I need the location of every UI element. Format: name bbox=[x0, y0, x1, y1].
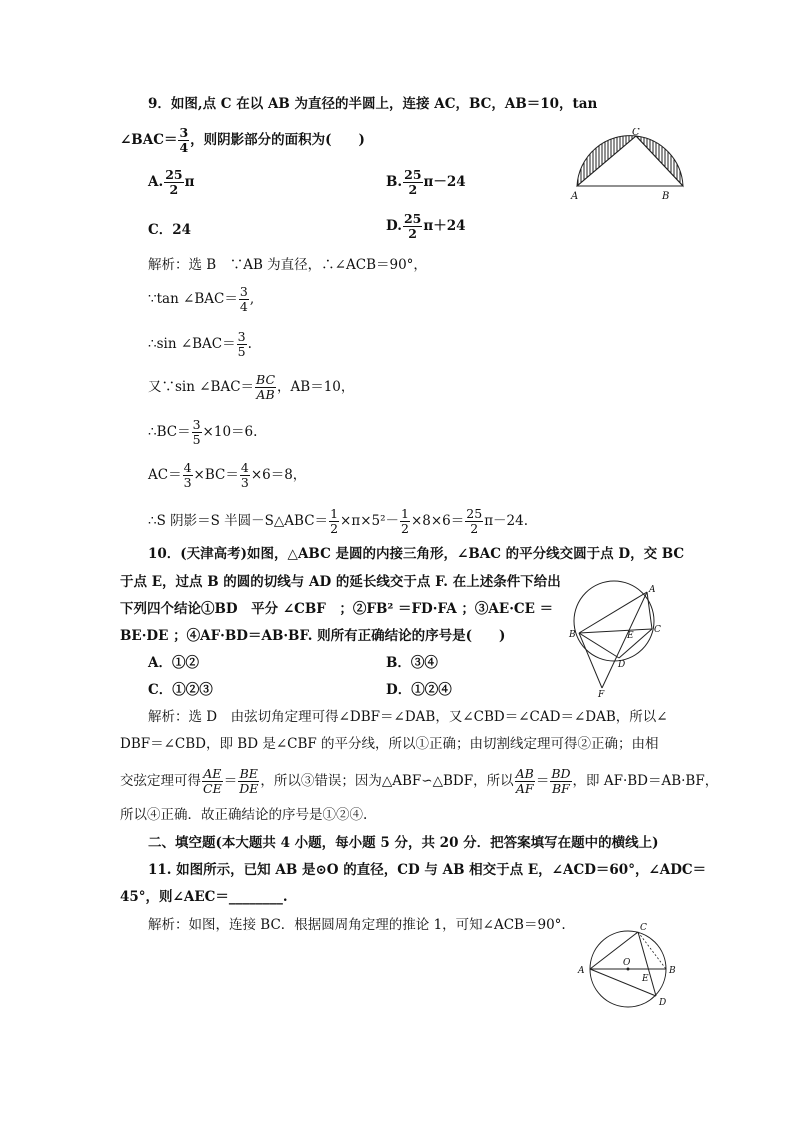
fraction: $\frac{3}{5}$ bbox=[192, 417, 201, 447]
q9-option-c: C．24 bbox=[148, 222, 192, 238]
q9-option-b: B. $\frac{25}{2}$ π－24 bbox=[386, 167, 466, 197]
tangent-bf bbox=[579, 633, 602, 688]
fraction: $\frac{3}{4}$ bbox=[179, 125, 189, 155]
q9-option-a: A. $\frac{25}{2}$ π bbox=[148, 167, 195, 197]
q11-stem-line2: 45°，则∠AEC＝________. bbox=[120, 889, 288, 905]
q9-solution-line6: AC＝ $\frac{4}{3}$ ×BC＝ $\frac{4}{3}$ ×6＝8， bbox=[148, 460, 307, 490]
q11-solution-line1: 解析：如图，连接 BC．根据圆周角定理的推论 1，可知∠ACB＝90°. bbox=[148, 917, 566, 933]
fraction: $\frac{3}{4}$ bbox=[239, 284, 248, 314]
chord-ab bbox=[579, 592, 647, 633]
chord-bc bbox=[638, 932, 666, 969]
fraction: $\frac{AB}{AF}$ bbox=[515, 766, 534, 796]
line-af bbox=[602, 592, 647, 688]
q10-solution-line1: 解析：选 D 由弦切角定理可得∠DBF＝∠DAB，又∠CBD＝∠CAD＝∠DAB，所以∠ bbox=[148, 709, 668, 725]
fraction: $\frac{4}{3}$ bbox=[183, 460, 192, 490]
q10-stem-line2: 于点 E，过点 B 的圆的切线与 AD 的延长线交于点 F. 在上述条件下给出 bbox=[120, 574, 561, 590]
q9-stem-line1: 9．如图,点 C 在以 AB 为直径的半圆上，连接 AC，BC，AB＝10，tan bbox=[148, 96, 598, 112]
label-c: C bbox=[632, 128, 640, 138]
chord-ac bbox=[647, 592, 652, 629]
q9-solution-line1: 解析：选 B ∵AB 为直径，∴∠ACB＝90°， bbox=[148, 257, 427, 273]
fraction: $\frac{4}{3}$ bbox=[240, 460, 249, 490]
q9-stem-line2 bbox=[120, 126, 365, 155]
label-f: F bbox=[598, 690, 605, 698]
inscribed-triangle-figure bbox=[565, 578, 665, 698]
q10-solution-line2: DBF＝∠CBD，即 BD 是∠CBF 的平分线，所以①正确；由切割线定理可得②正确；由相 bbox=[120, 736, 659, 752]
fraction: $\frac{1}{2}$ bbox=[330, 506, 339, 536]
section-heading: 二、填空题(本大题共 4 小题，每小题 5 分，共 20 分．把答案填写在题中的横线上) bbox=[148, 835, 659, 851]
label-e: E bbox=[627, 631, 634, 641]
label-d: D bbox=[618, 660, 626, 670]
label-b: B bbox=[662, 191, 670, 202]
fraction: $\frac{AE}{CE}$ bbox=[203, 766, 222, 796]
chord-cd bbox=[638, 932, 656, 996]
fraction: $\frac{25}{2}$ bbox=[466, 506, 483, 536]
q9-solution-line5: ∴BC＝ $\frac{3}{5}$ ×10＝6. bbox=[148, 417, 258, 447]
label-a: A bbox=[571, 191, 579, 202]
q9-solution-line7: ∴S 阴影＝S 半圆－S△ABC＝ $\frac{1}{2}$ ×π×5²－ $\frac{1}{2}$ ×8×6＝ $\frac{25}{2}$ π－24. bbox=[148, 506, 529, 536]
q9-solution-line3: ∴sin ∠BAC＝ $\frac{3}{5}$ . bbox=[148, 329, 252, 359]
label-b: B bbox=[669, 966, 676, 976]
q10-option-d: D．①②④ bbox=[386, 682, 452, 698]
label-a: A bbox=[578, 966, 585, 976]
label-b: B bbox=[569, 630, 576, 640]
fraction: $\frac{3}{5}$ bbox=[237, 329, 246, 359]
chord-ac bbox=[590, 932, 638, 969]
label-e: E bbox=[642, 974, 649, 984]
fraction: $\frac{BE}{DE}$ bbox=[239, 766, 259, 796]
q10-solution-line3: 交弦定理可得 $\frac{AE}{CE}$ ＝ $\frac{BE}{DE}$ ，所以③错误；因为△ABF∽△BDF，所以 $\frac{AB}{AF}$ ＝ $\frac{BD}{BF}$ ，即 AF·BD＝AB·BF， bbox=[120, 766, 719, 796]
q9-solution-line2: ∵tan ∠BAC＝ $\frac{3}{4}$ , bbox=[148, 284, 255, 314]
fraction: $\frac{BD}{BF}$ bbox=[551, 766, 571, 796]
q10-option-a: A．①② bbox=[148, 655, 199, 671]
q10-option-b: B．③④ bbox=[386, 655, 438, 671]
fraction: $\frac{25}{2}$ bbox=[404, 167, 422, 197]
label-c: C bbox=[654, 625, 661, 635]
q11-stem-line1: 11. 如图所示，已知 AB 是⊙O 的直径，CD 与 AB 相交于点 E，∠ACD＝60°，∠ADC＝ bbox=[148, 862, 707, 878]
chord-bd bbox=[579, 633, 619, 658]
semicircle-figure bbox=[565, 128, 685, 204]
q10-stem-line1: 10．(天津高考)如图，△ABC 是圆的内接三角形，∠BAC 的平分线交圆于点 D，交 BC bbox=[148, 546, 685, 562]
fraction: $\frac{BC}{AB}$ bbox=[256, 372, 276, 402]
label-d: D bbox=[659, 998, 667, 1008]
label-c: C bbox=[640, 923, 647, 933]
q10-option-c: C．①②③ bbox=[148, 682, 213, 698]
circle-diameter-figure bbox=[570, 918, 685, 1010]
q10-stem-line3: 下列四个结论①BD 平分 ∠CBF ；②FB² ＝FD·FA ；③AE·CE ＝ bbox=[120, 601, 554, 617]
q9-stem-text: ∠BAC＝ bbox=[120, 132, 178, 148]
chord-bc bbox=[636, 136, 683, 186]
fraction: $\frac{25}{2}$ bbox=[165, 167, 183, 197]
label-a: A bbox=[649, 585, 656, 595]
q9-stem-text: ，则阴影部分的面积为( ) bbox=[190, 132, 365, 148]
q10-solution-line4: 所以④正确．故正确结论的序号是①②④. bbox=[120, 807, 368, 823]
q9-option-d: D. $\frac{25}{2}$ π＋24 bbox=[386, 211, 466, 241]
label-o: O bbox=[623, 958, 631, 968]
fraction: $\frac{1}{2}$ bbox=[401, 506, 409, 536]
q10-stem-line4: BE·DE ；④AF·BD＝AB·BF. 则所有正确结论的序号是( ) bbox=[120, 628, 506, 644]
q9-solution-line4: 又∵sin ∠BAC＝ $\frac{BC}{AB}$ ，AB＝10， bbox=[148, 372, 355, 402]
fraction: $\frac{25}{2}$ bbox=[403, 211, 422, 241]
chord-bc bbox=[579, 629, 652, 633]
